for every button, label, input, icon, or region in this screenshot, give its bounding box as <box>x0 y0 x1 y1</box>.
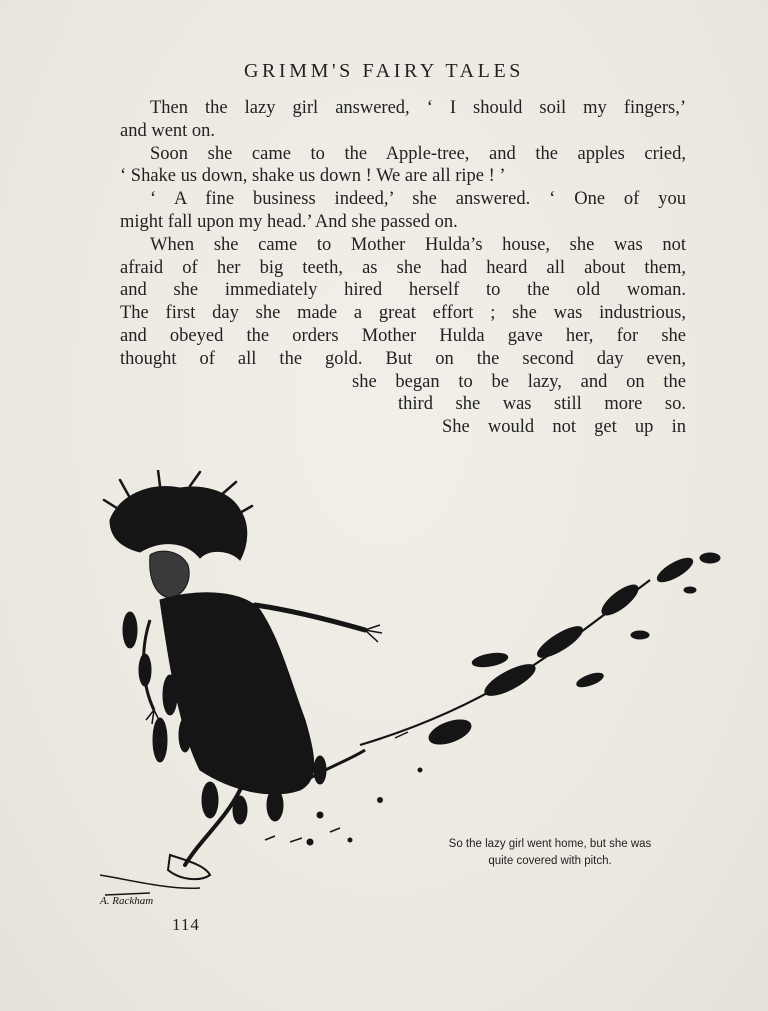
text-line: ‘ A fine business indeed,’ she answered. ‘ One of you <box>150 189 686 210</box>
text-line: thought of all the gold. But on the second day even, <box>120 348 686 369</box>
caption-line: So the lazy girl went home, but she was <box>448 838 652 850</box>
text-line: She would not get up in <box>442 417 686 438</box>
text-line: and obeyed the orders Mother Hulda gave her, for she <box>120 325 686 346</box>
running-head: GRIMM'S FAIRY TALES <box>243 60 525 82</box>
body-text <box>120 97 686 439</box>
illustration-caption <box>416 836 684 870</box>
text-line: and she immediately hired herself to the old woman. <box>120 280 686 301</box>
text-line: afraid of her big teeth, as she had heard all about them, <box>120 257 686 278</box>
artist-signature: A. Rackham <box>100 895 154 907</box>
text-line: Then the lazy girl answered, ‘ I should soil my fingers,’ <box>150 98 686 118</box>
text-line: The first day she made a great effort ; she was industrious, <box>120 303 686 324</box>
text-line: might fall upon my head.’ And she passed on. <box>120 211 458 232</box>
caption-line: quite covered with pitch. <box>488 855 612 867</box>
text-line: third she was still more so. <box>398 394 686 415</box>
text-line: Soon she came to the Apple-tree, and the apples cried, <box>150 143 686 164</box>
text-line: she began to be lazy, and on the <box>352 371 686 392</box>
page-number: 114 <box>172 915 200 934</box>
text-line: and went on. <box>120 120 216 141</box>
ink-drawing <box>100 470 720 895</box>
text-line: When she came to Mother Hulda’s house, she was not <box>150 234 686 255</box>
text-line: ‘ Shake us down, shake us down ! We are all ripe ! ’ <box>120 166 506 187</box>
